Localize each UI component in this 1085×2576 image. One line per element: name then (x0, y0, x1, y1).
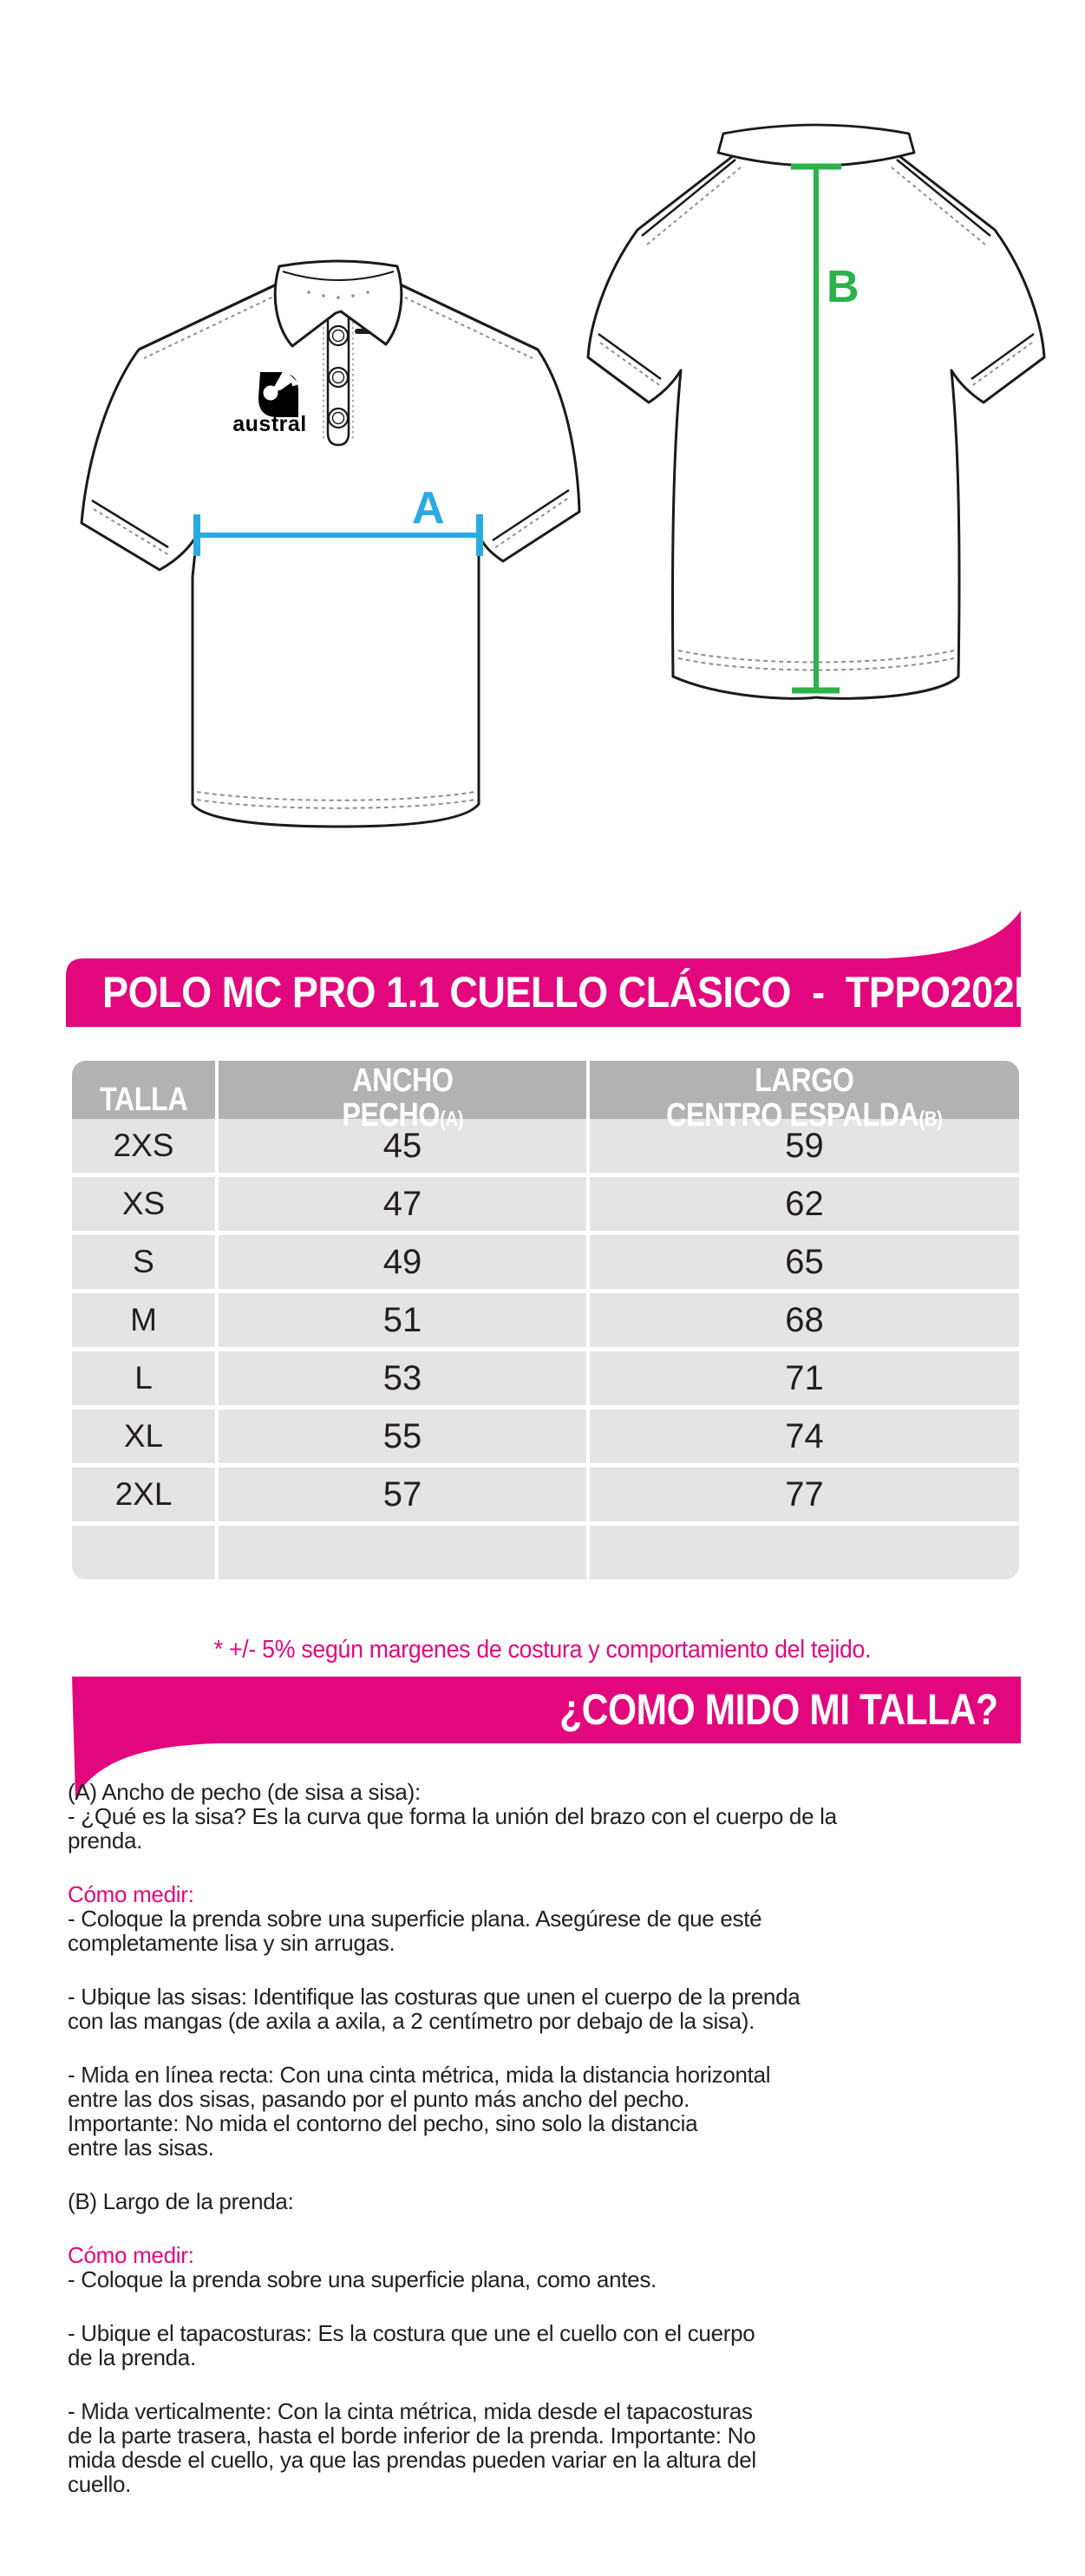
table-cell-XS-ancho_pecho: 47 (219, 1177, 586, 1231)
table-cell-2XS-largo_centro_espalda: 59 (590, 1119, 1019, 1173)
instruction-line: de la prenda. (68, 2344, 196, 2370)
instruction-line: - Mida en línea recta: Con una cinta métrica, mida la distancia horizontal (68, 2062, 771, 2088)
instruction-line: prenda. (68, 1827, 143, 1854)
measure-label-a: A (412, 483, 445, 533)
instruction-line: completamente lisa y sin arrugas. (68, 1930, 395, 1956)
instruction-line: - ¿Qué es la sisa? Es la curva que forma la unión del brazo con el cuerpo de la (68, 1803, 837, 1829)
instruction-line: - Coloque la prenda sobre una superficie plana. Asegúrese de que esté (68, 1906, 762, 1932)
table-cell-2XS-talla: 2XS (72, 1119, 215, 1173)
table-cell-S-talla: S (72, 1235, 215, 1289)
instruction-line: de la parte trasera, hasta el borde inferior de la prenda. Importante: No (68, 2422, 756, 2449)
table-cell-empty-talla (72, 1526, 215, 1579)
table-cell-XL-ancho_pecho: 55 (219, 1409, 586, 1463)
table-header-talla: TALLA (72, 1061, 215, 1139)
table-cell-L-ancho_pecho: 53 (219, 1351, 586, 1405)
instruction-paragraph (68, 1780, 1004, 1853)
size-table (72, 1061, 1019, 1579)
instruction-line: - Mida verticalmente: Con la cinta métrica, mida desde el tapacosturas (68, 2398, 753, 2424)
measure-label-b: B (827, 262, 860, 312)
instruction-paragraph (68, 2243, 1004, 2292)
table-cell-2XS-ancho_pecho: 45 (219, 1119, 586, 1173)
table-cell-M-ancho_pecho: 51 (219, 1293, 586, 1347)
instruction-line: (A) Ancho de pecho (de sisa a sisa): (68, 1779, 421, 1805)
instruction-line: Cómo medir: (68, 2242, 194, 2268)
table-cell-XL-talla: XL (72, 1409, 215, 1463)
instruction-line: entre las dos sisas, pasando por el punto más ancho del pecho. (68, 2086, 690, 2112)
table-cell-empty-largo_centro_espalda (590, 1526, 1019, 1579)
table-cell-M-largo_centro_espalda: 68 (590, 1293, 1019, 1347)
instruction-line: (B) Largo de la prenda: (68, 2188, 294, 2214)
instruction-line: mida desde el cuello, ya que las prendas pueden variar en la altura del (68, 2447, 756, 2473)
table-cell-empty-ancho_pecho (219, 1526, 586, 1579)
instruction-paragraph (68, 1984, 1004, 2033)
table-cell-XL-largo_centro_espalda: 74 (590, 1409, 1019, 1463)
instruction-line: con las mangas (de axila a axila, a 2 centímetro por debajo de la sisa). (68, 2008, 755, 2034)
table-cell-2XL-ancho_pecho: 57 (219, 1468, 586, 1521)
austral-logo-text: austral (232, 412, 307, 436)
instruction-line: Importante: No mida el contorno del pecho, sino solo la distancia (68, 2110, 698, 2136)
instruction-line: Cómo medir: (68, 1881, 194, 1907)
table-cell-2XL-largo_centro_espalda: 77 (590, 1468, 1019, 1521)
table-cell-S-ancho_pecho: 49 (219, 1235, 586, 1289)
instructions (68, 1780, 1004, 2526)
polo-front-diagram (52, 247, 590, 846)
tolerance-note: * +/- 5% según margenes de costura y comportamiento del tejido. (213, 1636, 872, 1664)
table-cell-XS-talla: XS (72, 1177, 215, 1231)
instruction-paragraph (68, 2063, 1004, 2160)
instruction-line: - Ubique el tapacosturas: Es la costura que une el cuello con el cuerpo (68, 2320, 755, 2346)
instruction-paragraph (68, 2399, 1004, 2496)
instruction-line: entre las sisas. (68, 2135, 214, 2161)
table-cell-S-largo_centro_espalda: 65 (590, 1235, 1019, 1289)
table-header-largo-centro-espalda: LARGO CENTRO ESPALDA(B) (590, 1061, 1019, 1139)
table-cell-L-largo_centro_espalda: 71 (590, 1351, 1019, 1405)
instruction-line: - Ubique las sisas: Identifique las costuras que unen el cuerpo de la prenda (68, 1984, 801, 2010)
table-cell-XS-largo_centro_espalda: 62 (590, 1177, 1019, 1231)
table-cell-M-talla: M (72, 1293, 215, 1347)
instruction-line: cuello. (68, 2471, 132, 2497)
polo-back-diagram (564, 69, 1058, 703)
instruction-paragraph (68, 2321, 1004, 2370)
instruction-paragraph (68, 2189, 1004, 2213)
instruction-line: - Coloque la prenda sobre una superficie plana, como antes. (68, 2266, 657, 2292)
product-title: POLO MC PRO 1.1 CUELLO CLÁSICO - TPPO202H (102, 968, 1043, 1017)
table-cell-L-talla: L (72, 1351, 215, 1405)
instruction-paragraph (68, 1882, 1004, 1955)
table-header-ancho-pecho: ANCHO PECHO(A) (219, 1061, 586, 1139)
question-banner-title: ¿COMO MIDO MI TALLA? (559, 1685, 998, 1734)
back-collar-band (718, 125, 914, 166)
table-cell-2XL-talla: 2XL (72, 1468, 215, 1521)
